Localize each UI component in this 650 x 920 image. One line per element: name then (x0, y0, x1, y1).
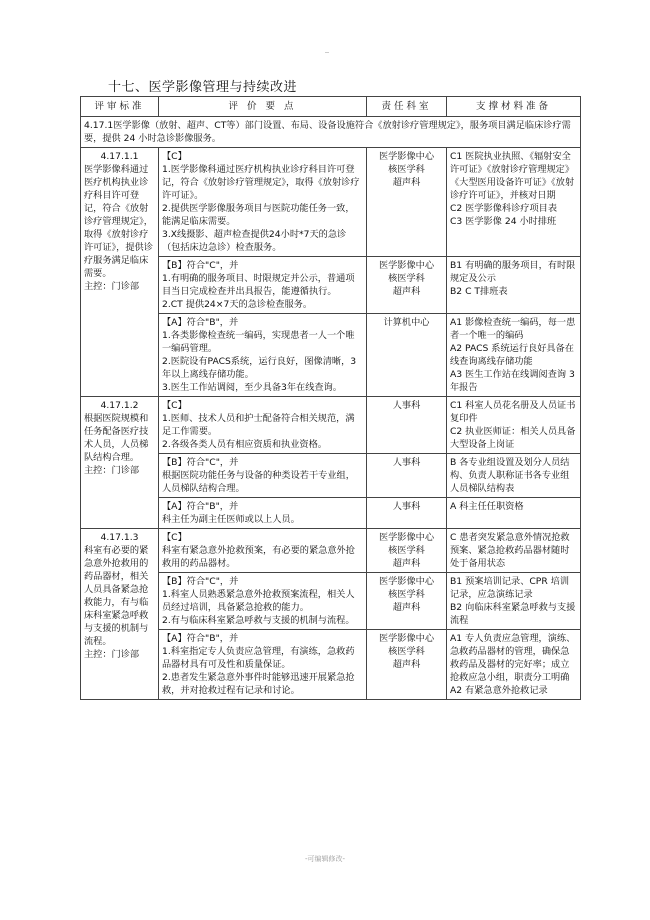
criteria-line: 1.医师、技术人员和护士配备符合相关规范，满足工作需要。 (162, 413, 355, 437)
criteria-cell (159, 314, 367, 397)
table-row (81, 148, 581, 257)
section-row (81, 117, 581, 148)
criteria-line: 3.X线摄影、超声检查提供24小时*7天的急诊（包括床边急诊）检查服务。 (162, 229, 347, 253)
table-row (81, 529, 581, 573)
department-name: 核医学科 (388, 646, 425, 657)
department-cell (367, 529, 447, 573)
department-name: 人事科 (392, 457, 421, 468)
page-title: 十七、医学影像管理与持续改进 (108, 80, 298, 95)
criteria-line: 科主任为副主任医师或以上人员。 (162, 514, 300, 525)
material-line: C2 医学影像科诊疗项目表 (450, 203, 558, 214)
criteria-line: 2.提供医学影像服务项目与医院功能任务一致，能满足临床需要。 (162, 203, 355, 227)
materials-cell (447, 573, 581, 630)
department-name: 人事科 (392, 501, 421, 512)
department-name: 核医学科 (388, 164, 425, 175)
department-cell (367, 397, 447, 454)
department-name: 计算机中心 (383, 317, 430, 328)
department-name: 超声科 (392, 659, 421, 670)
materials-cell (447, 630, 581, 700)
standard-cell (81, 529, 159, 700)
criteria-line: 【B】符合"C"，并 (162, 576, 239, 587)
criteria-cell (159, 529, 367, 573)
standard-cell (81, 397, 159, 529)
criteria-line: 【B】符合"C"，并 (162, 260, 239, 271)
material-line: B1 预案培训记录、CPR 培训记录，应急演练记录 (450, 576, 570, 600)
criteria-cell (159, 257, 367, 314)
header-criteria: 评 价 要 点 (159, 97, 367, 117)
department-name: 核医学科 (388, 545, 425, 556)
criteria-line: 2.CT 提供24×7天的急诊检查服务。 (162, 299, 313, 310)
standard-owner: 主控：门诊部 (84, 281, 140, 292)
department-name: 超声科 (392, 177, 421, 188)
criteria-line: 1.科室指定专人负责应急管理，有演练，急救药品器材具有可及性和质量保证。 (162, 646, 355, 670)
criteria-cell (159, 498, 367, 529)
material-line: A 科主任任职资格 (450, 501, 524, 512)
materials-cell (447, 529, 581, 573)
department-name: 核医学科 (388, 589, 425, 600)
department-name: 人事科 (392, 400, 421, 411)
department-name: 超声科 (392, 602, 421, 613)
department-name: 医学影像中心 (378, 633, 435, 644)
material-line: C 患者突发紧急意外情况抢救预案、紧急抢救药品器材随时处于备用状态 (450, 532, 570, 569)
criteria-cell (159, 454, 367, 498)
criteria-line: 2.有与临床科室紧急呼救与支援的机制与流程。 (162, 615, 355, 626)
criteria-line: 1.有明确的服务项目、时限规定并公示，普通项目当日完成检查并出具报告，能遵循执行。 (162, 273, 355, 297)
standard-owner: 主控：门诊部 (84, 649, 140, 660)
department-name: 核医学科 (388, 273, 425, 284)
criteria-line: 【B】符合"C"，并 (162, 457, 239, 468)
criteria-line: 2.医院设有PACS系统，运行良好，图像清晰，3年以上离线存储功能。 (162, 356, 357, 380)
criteria-line: 1.医学影像科通过医疗机构执业诊疗科目许可登记，符合《放射诊疗管理规定》，取得《放射诊疗许可证》。 (162, 164, 360, 201)
material-line: A1 影像检查统一编码，每一患者一个唯一的编码 (450, 317, 576, 341)
department-name: 医学影像中心 (378, 151, 435, 162)
material-line: B 各专业组设置及划分人员结构、负责人职称证书各专业组人员梯队结构表 (450, 457, 570, 494)
standard-text: 根据医院规模和任务配备医疗技术人员，人员梯队结构合理。 (84, 413, 149, 463)
materials-cell (447, 257, 581, 314)
criteria-line: 2.各级各类人员有相应资质和执业资格。 (162, 439, 327, 450)
material-line: C3 医学影像 24 小时排班 (450, 216, 557, 227)
standard-code: 4.17.1.2 (100, 400, 139, 411)
criteria-cell (159, 397, 367, 454)
criteria-line: 【C】 (162, 151, 187, 162)
material-line: C1 医院执业执照、《辐射安全许可证》《放射诊疗管理规定》《大型医用设备许可证》《放射诊疗许可证》，并核对日期 (450, 151, 575, 201)
criteria-cell (159, 148, 367, 257)
header-materials: 支撑材料准备 (447, 97, 581, 117)
materials-cell (447, 397, 581, 454)
review-standards-table (80, 96, 581, 700)
criteria-line: 根据医院功能任务与设备的种类设若干专业组，人员梯队结构合理。 (162, 470, 355, 494)
criteria-line: 1.各类影像检查统一编码，实现患者一人一个唯一编码管理。 (162, 330, 355, 354)
standard-owner: 主控：门诊部 (84, 465, 140, 476)
material-line: B1 有明确的服务项目，有时限规定及公示 (450, 260, 576, 284)
materials-cell (447, 454, 581, 498)
department-cell (367, 314, 447, 397)
table-row (81, 397, 581, 454)
criteria-cell (159, 573, 367, 630)
standard-code: 4.17.1.3 (100, 532, 139, 543)
standard-cell (81, 148, 159, 397)
material-line: A2 有紧急意外抢救记录 (450, 685, 548, 696)
department-name: 医学影像中心 (378, 260, 435, 271)
department-cell (367, 573, 447, 630)
material-line: A1 专人负责应急管理，演练、急救药品器材的管理，确保急救药品及器材的完好率；成立抢救应急小组，职责分工明确 (450, 633, 576, 683)
material-line: B2 向临床科室紧急呼救与支援流程 (450, 602, 576, 626)
material-line: C2 执业医师证：相关人员具备大型设备上岗证 (450, 426, 576, 450)
criteria-line: 1.科室人员熟悉紧急意外抢救预案流程，相关人员经过培训，具备紧急抢救的能力。 (162, 589, 355, 613)
department-name: 超声科 (392, 286, 421, 297)
page-footer: -可编辑修改- (304, 855, 346, 863)
section-heading: 4.17.1医学影像（放射、超声、CT等）部门设置、布局、设备设施符合《放射诊疗管理规定》，服务项目满足临床诊疗需要，提供 24 小时急诊影像服务。 (81, 117, 581, 148)
department-cell (367, 148, 447, 257)
standard-text: 科室有必要的紧急意外抢救用的药品器材，相关人员具备紧急抢救能力，有与临床科室紧急呼救与支援的机制与流程。 (84, 545, 149, 647)
header-standard: 评审标准 (81, 97, 159, 117)
department-cell (367, 630, 447, 700)
materials-cell (447, 314, 581, 397)
page-mark (325, 52, 329, 53)
department-cell (367, 498, 447, 529)
criteria-line: 【C】 (162, 532, 187, 543)
standard-text: 医学影像科通过医疗机构执业诊疗科目许可登记，符合《放射诊疗管理规定》，取得《放射诊疗许可证》，提供诊疗服务满足临床需要。 (84, 164, 153, 279)
material-line: B2 C T排班表 (450, 286, 508, 297)
criteria-line: 【A】符合"B"，并 (162, 317, 239, 328)
department-name: 医学影像中心 (378, 576, 435, 587)
header-department: 责任科室 (367, 97, 447, 117)
department-cell (367, 454, 447, 498)
materials-cell (447, 148, 581, 257)
department-name: 医学影像中心 (378, 532, 435, 543)
table-header-row (81, 97, 581, 117)
criteria-line: 【C】 (162, 400, 187, 411)
department-name: 超声科 (392, 558, 421, 569)
criteria-line: 3.医生工作站调阅，至少具备3年在线查询。 (162, 382, 342, 393)
material-line: A3 医生工作站在线调阅查询 3 年报告 (450, 369, 575, 393)
criteria-line: 科室有紧急意外抢救预案，有必要的紧急意外抢救用的药品器材。 (162, 545, 355, 569)
criteria-line: 【A】符合"B"，并 (162, 501, 239, 512)
materials-cell (447, 498, 581, 529)
material-line: A2 PACS 系统运行良好具备在线查询离线存储功能 (450, 343, 574, 367)
criteria-cell (159, 630, 367, 700)
criteria-line: 2.患者发生紧急意外事件时能够迅速开展紧急抢救，并对抢救过程有记录和讨论。 (162, 672, 355, 696)
material-line: C1 科室人员花名册及人员证书复印件 (450, 400, 576, 424)
department-cell (367, 257, 447, 314)
criteria-line: 【A】符合"B"，并 (162, 633, 239, 644)
standard-code: 4.17.1.1 (100, 151, 139, 162)
